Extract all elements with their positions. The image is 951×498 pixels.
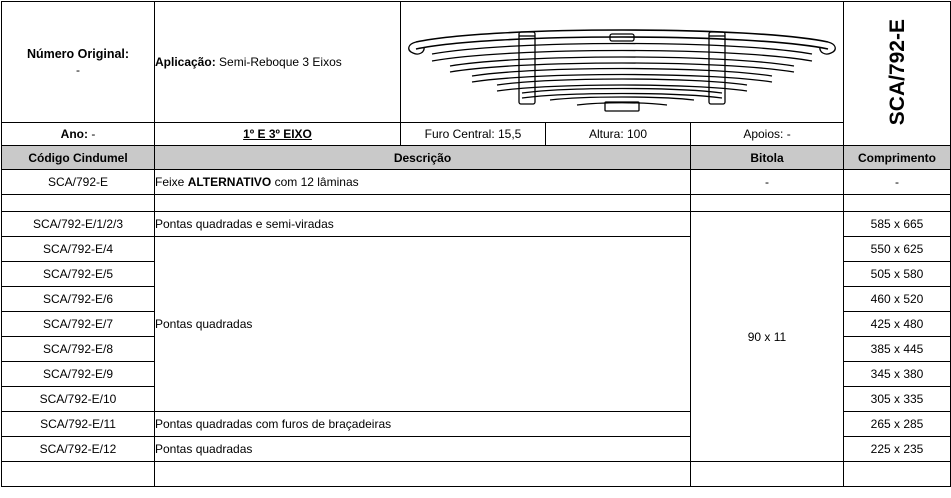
row-comprimento: 585 x 665 [844, 212, 951, 237]
spacer-cell-descricao [155, 195, 691, 212]
row-comprimento: 460 x 520 [844, 287, 951, 312]
row-comprimento: 505 x 580 [844, 262, 951, 287]
row-codigo: SCA/792-E/8 [2, 337, 155, 362]
summary-comprimento: - [844, 170, 951, 195]
apoios-label: Apoios: [743, 127, 784, 141]
spacer-cell-bitola [691, 195, 844, 212]
empty-cell-bitola [691, 462, 844, 487]
apoios-value: - [786, 127, 791, 141]
row-descricao: Pontas quadradas e semi-viradas [155, 212, 691, 237]
row-codigo: SCA/792-E/9 [2, 362, 155, 387]
specs-row [2, 123, 951, 146]
summary-desc-strong: ALTERNATIVO [187, 175, 272, 189]
row-codigo: SCA/792-E/12 [2, 437, 155, 462]
row-descricao: Pontas quadradas com furos de braçadeiras [155, 412, 691, 437]
numero-original-cell [2, 2, 155, 123]
row-codigo: SCA/792-E/7 [2, 312, 155, 337]
row-comprimento: 550 x 625 [844, 237, 951, 262]
numero-original-label: Número Original: [26, 47, 130, 61]
furo-central-value: 15,5 [498, 127, 522, 141]
summary-row [2, 170, 951, 195]
empty-cell-codigo [2, 462, 155, 487]
ano-cell [2, 123, 155, 146]
aplicacao-cell [155, 2, 401, 123]
furo-central-cell [401, 123, 546, 146]
leaf-spring-diagram [401, 2, 844, 123]
row-comprimento: 265 x 285 [844, 412, 951, 437]
spacer-cell-comprimento [844, 195, 951, 212]
aplicacao-label: Aplicação: [155, 55, 216, 69]
column-header-codigo: Código Cindumel [2, 146, 155, 170]
spec-sheet [0, 1, 951, 498]
column-header-comprimento: Comprimento [844, 146, 951, 170]
column-header-descricao: Descrição [155, 146, 691, 170]
row-codigo: SCA/792-E/4 [2, 237, 155, 262]
row-comprimento: 385 x 445 [844, 337, 951, 362]
numero-original-value: - [76, 63, 80, 77]
row-comprimento: 425 x 480 [844, 312, 951, 337]
summary-codigo: SCA/792-E [2, 170, 155, 195]
header-row [2, 2, 951, 123]
row-comprimento: 305 x 335 [844, 387, 951, 412]
aplicacao-value: Semi-Reboque 3 Eixos [219, 55, 342, 69]
furo-central-label: Furo Central: [424, 127, 495, 141]
table-row [2, 212, 951, 237]
altura-cell [546, 123, 691, 146]
summary-desc-suffix: com 12 lâminas [271, 175, 359, 189]
row-codigo: SCA/792-E/10 [2, 387, 155, 412]
eixo-value: 1º E 3º EIXO [243, 127, 312, 141]
ano-value: - [91, 127, 96, 141]
summary-desc-prefix: Feixe [155, 175, 188, 189]
spacer-cell-codigo [2, 195, 155, 212]
row-descricao: Pontas quadradas [155, 437, 691, 462]
eixo-cell [155, 123, 401, 146]
spec-table [1, 1, 951, 487]
bitola-group: 90 x 11 [691, 212, 844, 462]
product-code: SCA/792-E [885, 18, 909, 126]
row-codigo: SCA/792-E/11 [2, 412, 155, 437]
empty-cell-descricao [155, 462, 691, 487]
apoios-cell [691, 123, 844, 146]
ano-label: Ano: [60, 127, 88, 141]
empty-row-bottom [2, 462, 951, 487]
altura-label: Altura: [588, 127, 624, 141]
row-comprimento: 225 x 235 [844, 437, 951, 462]
leaf-spring-icon [402, 6, 842, 118]
spacer-row-top [2, 195, 951, 212]
altura-value: 100 [627, 127, 648, 141]
row-codigo: SCA/792-E/5 [2, 262, 155, 287]
row-codigo: SCA/792-E/1/2/3 [2, 212, 155, 237]
summary-descricao [155, 170, 691, 195]
column-header-row [2, 146, 951, 170]
row-descricao-merged: Pontas quadradas [155, 237, 691, 412]
summary-bitola: - [691, 170, 844, 195]
empty-cell-comprimento [844, 462, 951, 487]
product-code-cell [844, 2, 951, 146]
row-codigo: SCA/792-E/6 [2, 287, 155, 312]
row-comprimento: 345 x 380 [844, 362, 951, 387]
column-header-bitola: Bitola [691, 146, 844, 170]
